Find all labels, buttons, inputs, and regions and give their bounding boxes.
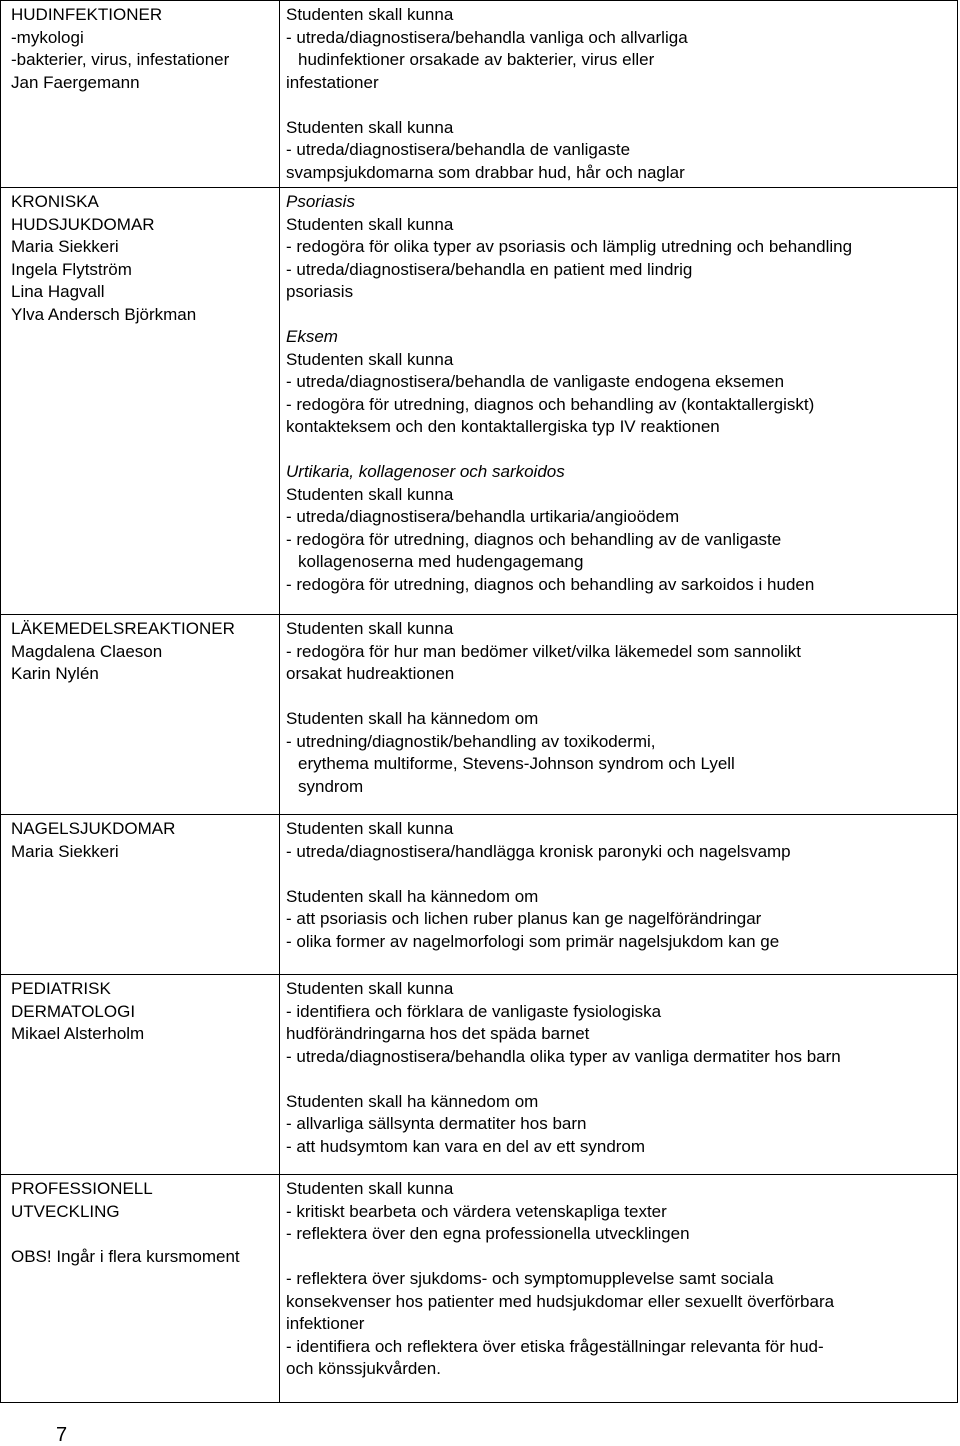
topic-line: DERMATOLOGI: [11, 1001, 136, 1021]
topic-line: -bakterier, virus, infestationer: [11, 50, 230, 69]
objective-line: - utreda/diagnostisera/behandla urtikaria/angioödem: [286, 507, 680, 526]
topic-line: Lina Hagvall: [11, 282, 105, 301]
objective-line: orsakat hudreaktionen: [286, 664, 455, 683]
table-row: [1, 615, 958, 815]
objective-line: - att hudsymtom kan vara en del av ett syndrom: [286, 1136, 646, 1156]
objective-heading: Studenten skall ha kännedom om: [286, 886, 539, 906]
objectives-cell: [280, 615, 958, 815]
objective-line: - utreda/diagnostisera/behandla de vanligaste: [286, 140, 631, 159]
table-row: [1, 1175, 958, 1403]
objective-block: [286, 304, 951, 439]
topic-line: OBS! Ingår i flera kursmoment: [11, 1246, 240, 1266]
topic-line: HUDSJUKDOMAR: [11, 214, 155, 234]
objective-line: kontakteksem och den kontaktallergiska typ IV reaktionen: [286, 417, 720, 436]
topic-cell: [1, 188, 280, 615]
objective-block: [286, 191, 951, 304]
objective-line: - utreda/diagnostisera/behandla olika typer av vanliga dermatiter hos barn: [286, 1046, 841, 1066]
block-spacer: [286, 1068, 951, 1091]
topic-line: -mykologi: [11, 27, 84, 47]
objective-line: och könssjukvården.: [286, 1359, 441, 1378]
objective-block: [286, 1178, 951, 1246]
topic-line: Maria Siekkeri: [11, 841, 119, 861]
objective-line: infestationer: [286, 72, 379, 92]
topic-title: PROFESSIONELL: [11, 1179, 153, 1198]
objective-heading: Studenten skall kunna: [286, 349, 454, 369]
table-row: [1, 815, 958, 975]
table-row: [1, 975, 958, 1175]
topic-line: Ylva Andersch Björkman: [11, 304, 197, 324]
block-spacer: [286, 686, 951, 709]
topic-line: Maria Siekkeri: [11, 237, 119, 256]
objective-line: infektioner: [286, 1314, 365, 1333]
block-spacer: [286, 304, 951, 327]
objective-line: konsekvenser hos patienter med hudsjukdomar eller sexuellt överförbara: [286, 1291, 835, 1311]
objective-heading: Studenten skall kunna: [286, 979, 454, 998]
objective-heading: Studenten skall kunna: [286, 117, 454, 137]
objective-line: hudförändringarna hos det späda barnet: [286, 1024, 590, 1043]
section-subheading: Eksem: [286, 327, 338, 346]
curriculum-table-body: [1, 1, 958, 1403]
block-spacer: [286, 94, 951, 117]
objective-heading: Studenten skall kunna: [286, 214, 454, 234]
objective-line: - utredning/diagnostik/behandling av toxikodermi,: [286, 731, 656, 751]
objective-heading: Studenten skall kunna: [286, 819, 454, 838]
objectives-cell: [280, 975, 958, 1175]
block-spacer: [286, 1246, 951, 1269]
topic-line: Jan Faergemann: [11, 72, 140, 92]
objective-line: - reflektera över sjukdoms- och symptomupplevelse samt sociala: [286, 1269, 774, 1288]
topic-title: KRONISKA: [11, 192, 99, 211]
block-spacer: [286, 863, 951, 886]
topic-cell: [1, 975, 280, 1175]
topic-line: [11, 1223, 273, 1246]
objective-line: - utreda/diagnostisera/behandla vanliga och allvarliga: [286, 27, 688, 47]
topic-title: NAGELSJUKDOMAR: [11, 819, 176, 838]
topic-line: Karin Nylén: [11, 664, 99, 683]
objective-heading: Studenten skall kunna: [286, 619, 454, 638]
objective-line: hudinfektioner orsakade av bakterier, virus eller: [298, 50, 655, 69]
objective-line: - utreda/diagnostisera/behandla de vanligaste endogena eksemen: [286, 372, 785, 391]
topic-title: HUDINFEKTIONER: [11, 5, 163, 24]
objective-block: [286, 686, 951, 799]
objective-line: - redogöra för hur man bedömer vilket/vilka läkemedel som sannolikt: [286, 641, 801, 661]
objective-line: - identifiera och reflektera över etiska frågeställningar relevanta för hud-: [286, 1336, 824, 1356]
objective-line: - olika former av nagelmorfologi som primär nagelsjukdom kan ge: [286, 931, 780, 951]
topic-line: UTVECKLING: [11, 1201, 120, 1221]
objectives-cell: [280, 815, 958, 975]
objective-line: - utreda/diagnostisera/behandla en patient med lindrig: [286, 259, 693, 279]
objective-line: - att psoriasis och lichen ruber planus kan ge nagelförändringar: [286, 909, 762, 928]
topic-line: Mikael Alsterholm: [11, 1024, 145, 1043]
objective-line: - redogöra för utredning, diagnos och behandling av (kontaktallergiskt): [286, 394, 815, 414]
topic-cell: [1, 1175, 280, 1403]
topic-cell: [1, 615, 280, 815]
objective-line: - reflektera över den egna professionella utvecklingen: [286, 1224, 690, 1243]
page-number: 7: [56, 1424, 68, 1446]
objective-heading: Studenten skall ha kännedom om: [286, 709, 539, 728]
objective-block: [286, 818, 951, 863]
topic-cell: [1, 1, 280, 188]
section-subheading: Urtikaria, kollagenoser och sarkoidos: [286, 462, 565, 481]
topic-line: Magdalena Claeson: [11, 641, 163, 661]
objective-block: [286, 618, 951, 686]
objective-line: - redogöra för utredning, diagnos och behandling av sarkoidos i huden: [286, 574, 815, 594]
objective-line: - utreda/diagnostisera/handlägga kronisk paronyki och nagelsvamp: [286, 841, 791, 861]
objective-block: [286, 863, 951, 953]
topic-title: LÄKEMEDELSREAKTIONER: [11, 619, 235, 638]
objective-line: svampsjukdomarna som drabbar hud, hår och naglar: [286, 162, 685, 182]
objective-line: - redogöra för utredning, diagnos och behandling av de vanligaste: [286, 529, 782, 549]
objective-line: kollagenoserna med hudengagemang: [298, 552, 584, 571]
objective-block: [286, 4, 951, 94]
objective-heading: Studenten skall kunna: [286, 5, 454, 24]
table-row: [1, 188, 958, 615]
objective-heading: Studenten skall ha kännedom om: [286, 1091, 539, 1111]
objective-heading: Studenten skall kunna: [286, 1179, 454, 1198]
objectives-cell: [280, 188, 958, 615]
topic-line: Ingela Flytström: [11, 259, 132, 279]
objectives-cell: [280, 1175, 958, 1403]
objective-heading: Studenten skall kunna: [286, 484, 454, 504]
objective-block: [286, 1068, 951, 1158]
section-subheading: Psoriasis: [286, 192, 355, 211]
objectives-cell: [280, 1, 958, 188]
block-spacer: [286, 439, 951, 462]
objective-line: - allvarliga sällsynta dermatiter hos barn: [286, 1114, 587, 1133]
objective-block: [286, 439, 951, 597]
topic-cell: [1, 815, 280, 975]
objective-line: erythema multiforme, Stevens-Johnson syndrom och Lyell: [298, 754, 735, 773]
objective-line: - redogöra för olika typer av psoriasis och lämplig utredning och behandling: [286, 237, 853, 256]
topic-title: PEDIATRISK: [11, 979, 111, 998]
objective-block: [286, 1246, 951, 1381]
objective-line: - identifiera och förklara de vanligaste fysiologiska: [286, 1001, 662, 1021]
objective-block: [286, 94, 951, 184]
objective-block: [286, 978, 951, 1068]
objective-line: psoriasis: [286, 282, 354, 301]
objective-line: - kritiskt bearbeta och värdera vetenskapliga texter: [286, 1201, 667, 1221]
table-row: [1, 1, 958, 188]
objective-line: syndrom: [298, 776, 364, 796]
